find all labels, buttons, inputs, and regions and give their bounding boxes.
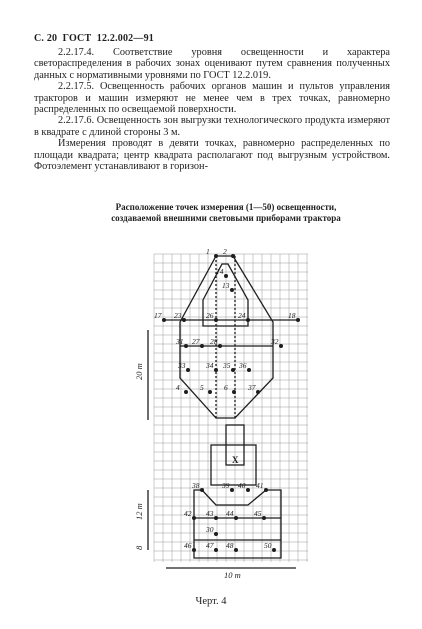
measurement-point xyxy=(192,548,196,552)
measurement-points xyxy=(162,254,300,552)
figure-label: Черт. 4 xyxy=(195,596,227,607)
point-label: 27 xyxy=(192,337,200,346)
measurement-point xyxy=(218,344,222,348)
measurement-point xyxy=(232,390,236,394)
measurement-point xyxy=(234,516,238,520)
measurement-point xyxy=(192,516,196,520)
point-label: 37 xyxy=(248,383,256,392)
measurement-point xyxy=(296,318,300,322)
measurement-point xyxy=(214,548,218,552)
measurement-point xyxy=(208,390,212,394)
point-label: 5 xyxy=(200,383,204,392)
diagram-svg xyxy=(134,247,316,580)
measurement-point xyxy=(182,318,186,322)
point-label: 28 xyxy=(210,337,218,346)
measurement-point xyxy=(246,318,250,322)
point-label: 23 xyxy=(174,311,182,320)
measurement-point xyxy=(264,488,268,492)
measurement-point xyxy=(246,488,250,492)
point-label: 33 xyxy=(178,361,186,370)
point-label: 42 xyxy=(184,509,192,518)
point-label: 14 xyxy=(216,267,224,276)
point-label: 36 xyxy=(239,361,247,370)
measurement-point xyxy=(214,318,218,322)
point-label: 44 xyxy=(226,509,234,518)
paragraph-2-2-17-4: 2.2.17.4. Соответствие уровня освещенности и характера светораспределения в рабочих зонах оценивают путем сравнения полученных данных с нормативными уровнями по ГОСТ 12.2.019. xyxy=(34,47,390,81)
point-label: 2 xyxy=(223,247,227,256)
point-label: 26 xyxy=(206,311,214,320)
point-label: 4 xyxy=(176,383,180,392)
measurement-point xyxy=(272,548,276,552)
point-label: 39 xyxy=(222,481,230,490)
measurement-point xyxy=(262,516,266,520)
body-text xyxy=(34,47,390,172)
point-label: 40 xyxy=(238,481,246,490)
measurement-point xyxy=(247,368,251,372)
point-label: 13 xyxy=(222,281,230,290)
measurement-point xyxy=(224,274,228,278)
paragraph-2-2-17-6: 2.2.17.6. Освещенность зон выгрузки технологического продукта измеряют в квадрате с длиной стороны 3 м. xyxy=(34,115,390,138)
point-label: 48 xyxy=(226,541,234,550)
measurement-point xyxy=(214,516,218,520)
dim-20-label: 20 m xyxy=(134,363,144,380)
measurement-point xyxy=(200,488,204,492)
measurement-point xyxy=(184,344,188,348)
point-label: 18 xyxy=(288,311,296,320)
gost-number: 12.2.002—91 xyxy=(96,33,154,44)
point-label: 35 xyxy=(223,361,231,370)
point-label: 32 xyxy=(271,337,279,346)
point-label: 41 xyxy=(256,481,264,490)
measurement-point xyxy=(214,532,218,536)
point-label: 34 xyxy=(206,361,214,370)
measurement-point xyxy=(214,254,218,258)
point-label: 6 xyxy=(224,383,228,392)
point-label: 31 xyxy=(176,337,184,346)
page-number: С. 20 xyxy=(34,33,58,44)
point-label: 47 xyxy=(206,541,214,550)
paragraph-measurements: Измерения проводят в девяти точках, равномерно распределенных по площади квадрата; центр квадрата располагают под выгрузным устройством. Фотоэлемент устанавливают в горизон- xyxy=(34,138,390,173)
measurement-point xyxy=(234,548,238,552)
dim-10-label: 10 m xyxy=(224,570,241,580)
measurement-point xyxy=(230,288,234,292)
measurement-point xyxy=(186,368,190,372)
point-label: 43 xyxy=(206,509,214,518)
measurement-point xyxy=(200,344,204,348)
figure-caption: Расположение точек измерения (1—50) освещенности, создаваемой внешними световыми приборами трактора xyxy=(111,202,341,223)
point-label: 38 xyxy=(192,481,200,490)
measurement-point xyxy=(162,318,166,322)
measurement-point xyxy=(279,344,283,348)
tractor-mark: X xyxy=(232,455,239,465)
dim-12-label: 12 m xyxy=(134,503,144,520)
page-header xyxy=(34,33,154,44)
measurement-point xyxy=(231,254,235,258)
point-label: 46 xyxy=(184,541,192,550)
paragraph-2-2-17-5: 2.2.17.5. Освещенность рабочих органов машин и пультов управления тракторов и машин измеряют не менее чем в трех точках, равномерно распределенных по освещаемой поверхности. xyxy=(34,81,390,116)
measurement-point xyxy=(256,390,260,394)
point-label: 50 xyxy=(264,541,272,550)
point-label: 17 xyxy=(154,311,162,320)
dim-8-label: 8 xyxy=(134,545,144,550)
gost-label: ГОСТ xyxy=(62,33,92,44)
point-label: 24 xyxy=(238,311,246,320)
measurement-point xyxy=(214,368,218,372)
point-label: 30 xyxy=(206,525,214,534)
outline-lines xyxy=(148,256,298,568)
point-label: 45 xyxy=(254,509,262,518)
measurement-point xyxy=(231,368,235,372)
measurement-diagram xyxy=(134,247,316,585)
point-label: 1 xyxy=(206,247,210,256)
measurement-point xyxy=(230,488,234,492)
measurement-point xyxy=(184,390,188,394)
